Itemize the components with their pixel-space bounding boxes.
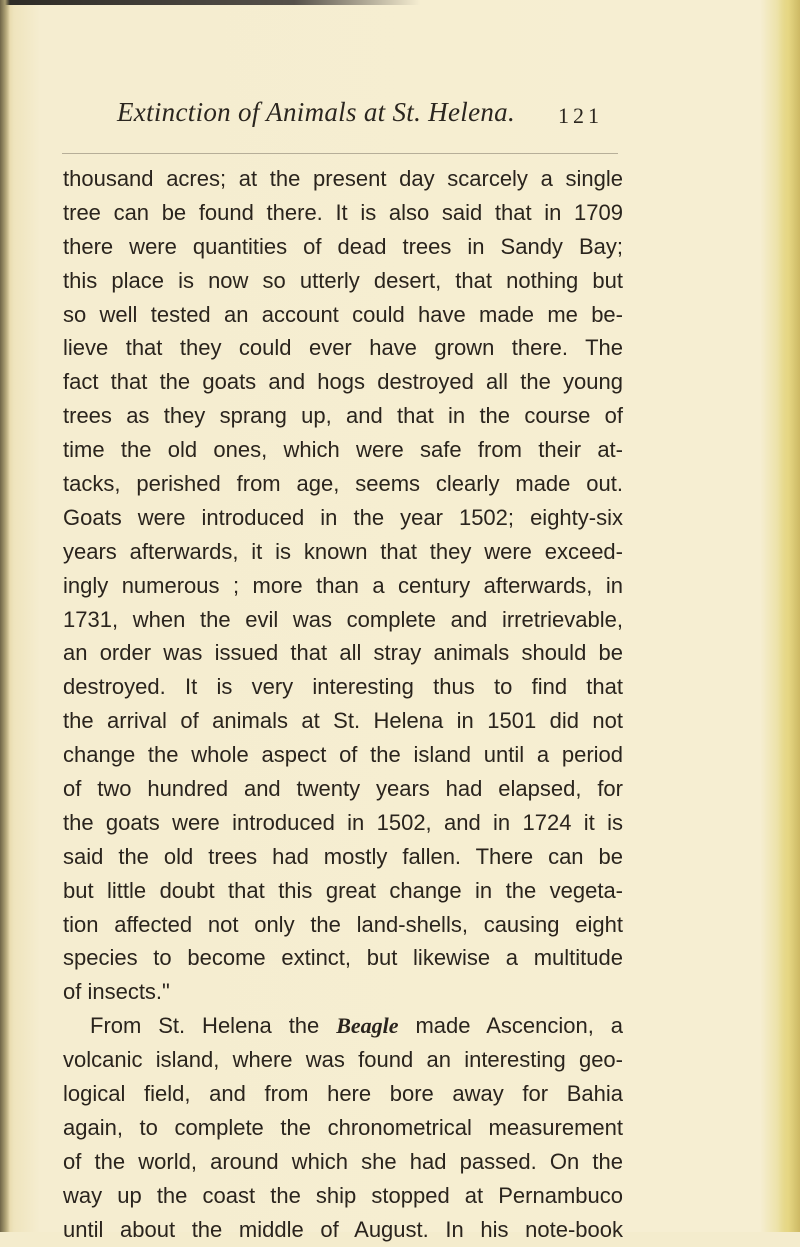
text-line: but little doubt that this great change in the vegeta- [63,877,623,903]
text-line: lieve that they could ever have grown there. The [63,335,623,361]
text-line: so well tested an account could have made me be- [63,301,623,327]
text-line: the goats were introduced in 1502, and in 1724 it is [63,809,623,835]
running-title: Extinction of Animals at St. Helena. [117,97,516,127]
ship-name: Beagle [336,1013,399,1039]
text-line: tacks, perished from age, seems clearly made out. [63,471,623,497]
text-line: of insects." [63,979,170,1005]
text-line: 1731, when the evil was complete and irretrievable, [63,606,623,632]
text-line: change the whole aspect of the island until a period [63,742,623,768]
text-line: until about the middle of August. In his note-book [63,1216,623,1242]
text-line: tion affected not only the land-shells, causing eight [63,911,623,937]
text-line: species to become extinct, but likewise a multitude [63,945,623,971]
text-line: there were quantities of dead trees in Sandy Bay; [63,233,623,259]
page-gutter-edge [0,0,10,1232]
text-fragment: From St. Helena the [90,1013,320,1039]
page-top-edge [0,0,420,5]
text-line: tree can be found there. It is also said that in 1709 [63,199,623,225]
text-line: logical field, and from here bore away for Bahia [63,1081,623,1107]
text-line: again, to complete the chronometrical measurement [63,1114,623,1140]
paragraph-start-line [63,1009,623,1043]
text-line: volcanic island, where was found an interesting geo- [63,1047,623,1073]
text-line: ingly numerous ; more than a century afterwards, in [63,572,623,598]
text-line: an order was issued that all stray animals should be [63,640,623,666]
text-line: time the old ones, which were safe from their at- [63,437,623,463]
text-line: this place is now so utterly desert, that nothing but [63,267,623,293]
text-line: years afterwards, it is known that they were exceed- [63,538,623,564]
text-line: the arrival of animals at St. Helena in 1501 did not [63,708,623,734]
text-line: fact that the goats and hogs destroyed all the young [63,369,623,395]
header-rule [62,153,618,154]
text-line: destroyed. It is very interesting thus to find that [63,674,623,700]
text-line: thousand acres; at the present day scarcely a single [63,166,623,191]
page-fore-edge [778,0,800,1232]
text-line: of the world, around which she had passed. On the [63,1148,623,1174]
text-line: way up the coast the ship stopped at Pernambuco [63,1182,623,1208]
body-text [63,162,623,1247]
text-line: Goats were introduced in the year 1502; eighty-six [63,504,623,530]
text-line: of two hundred and twenty years had elapsed, for [63,776,623,802]
page-number: 121 [558,103,603,128]
text-line: said the old trees had mostly fallen. There can be [63,843,623,869]
text-fragment: made Ascencion, a [415,1013,623,1039]
text-line: trees as they sprang up, and that in the course of [63,403,623,429]
